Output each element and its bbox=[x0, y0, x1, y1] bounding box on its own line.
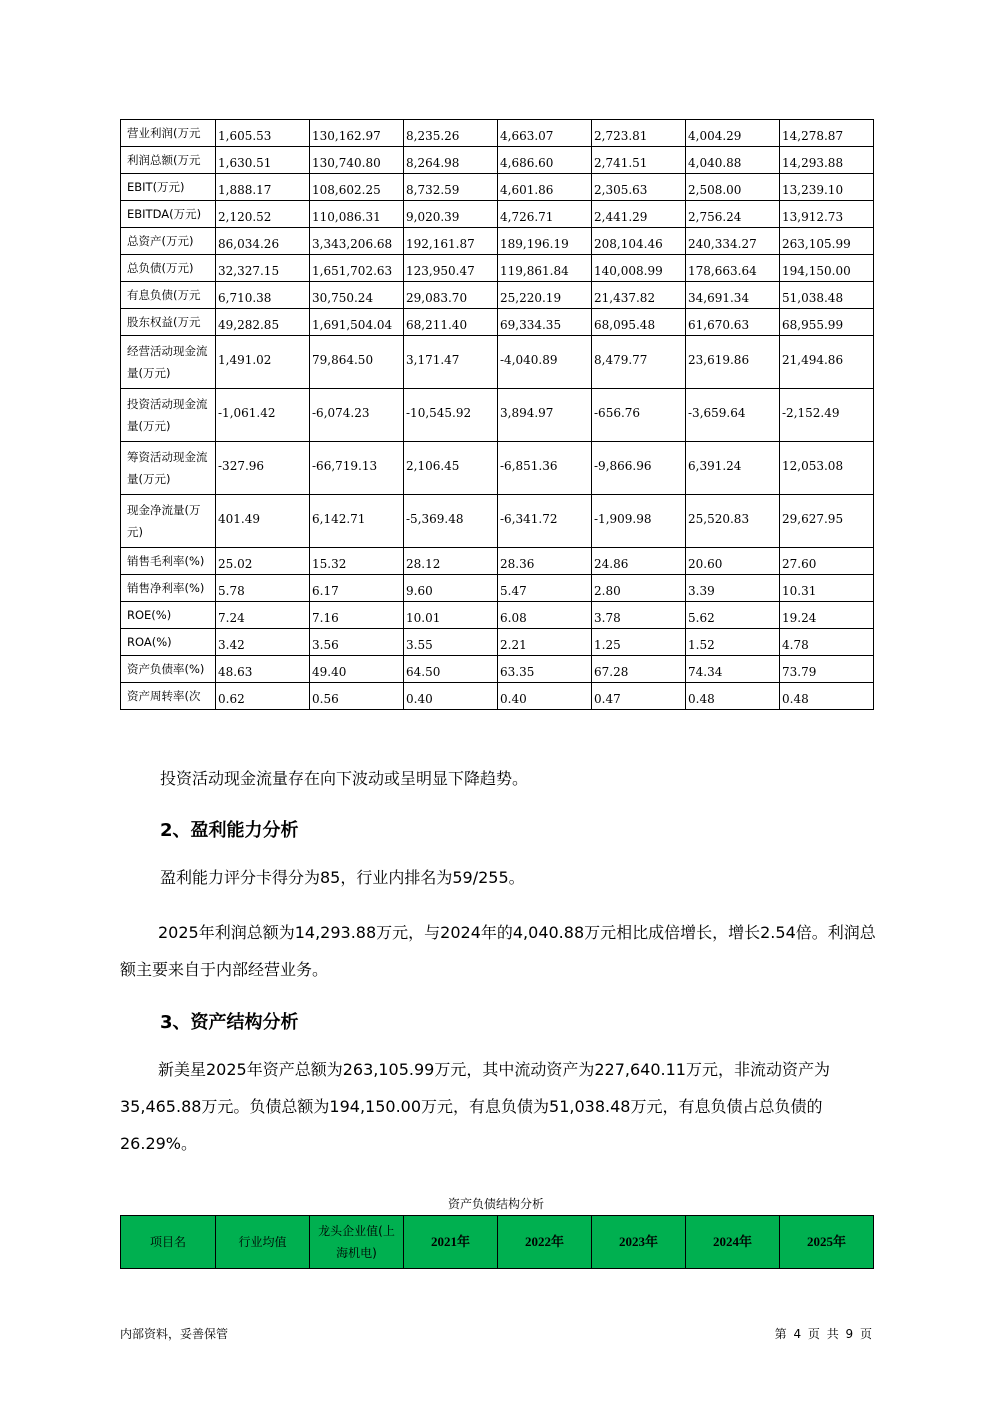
table-row bbox=[121, 683, 874, 710]
table-cell: 401.49 bbox=[216, 495, 310, 548]
table-cell: 67.28 bbox=[592, 656, 686, 683]
table-cell: 110,086.31 bbox=[310, 201, 404, 228]
table-cell: 189,196.19 bbox=[498, 228, 592, 255]
paragraph-profit-score: 盈利能力评分卡得分为85，行业内排名为59/255。 bbox=[160, 868, 525, 887]
row-label: 利润总额(万元 bbox=[121, 147, 216, 174]
paragraph-invest-trend: 投资活动现金流量存在向下波动或呈明显下降趋势。 bbox=[160, 769, 529, 788]
table-row bbox=[121, 120, 874, 147]
table-cell: 27.60 bbox=[780, 548, 874, 575]
table-cell: 28.36 bbox=[498, 548, 592, 575]
table-cell: 32,327.15 bbox=[216, 255, 310, 282]
table-cell: 20.60 bbox=[686, 548, 780, 575]
table-cell: 0.40 bbox=[498, 683, 592, 710]
table-cell: 48.63 bbox=[216, 656, 310, 683]
table-cell: 7.24 bbox=[216, 602, 310, 629]
table-cell: -9,866.96 bbox=[592, 442, 686, 495]
table-cell: 74.34 bbox=[686, 656, 780, 683]
table-cell: 194,150.00 bbox=[780, 255, 874, 282]
table-cell: 69,334.35 bbox=[498, 309, 592, 336]
table-cell: 23,619.86 bbox=[686, 336, 780, 389]
row-label: 经营活动现金流量(万元) bbox=[121, 336, 216, 389]
table-cell: 0.40 bbox=[404, 683, 498, 710]
table-cell: 9.60 bbox=[404, 575, 498, 602]
row-label: 营业利润(万元 bbox=[121, 120, 216, 147]
table-cell: 1,888.17 bbox=[216, 174, 310, 201]
table-cell: 2,756.24 bbox=[686, 201, 780, 228]
row-label: 总负债(万元) bbox=[121, 255, 216, 282]
table-cell: 178,663.64 bbox=[686, 255, 780, 282]
table-cell: 3.39 bbox=[686, 575, 780, 602]
table-cell: -1,061.42 bbox=[216, 389, 310, 442]
table-cell: 119,861.84 bbox=[498, 255, 592, 282]
table-cell: 192,161.87 bbox=[404, 228, 498, 255]
table-cell: 0.62 bbox=[216, 683, 310, 710]
table-row bbox=[121, 389, 874, 442]
header-item-name: 项目名 bbox=[121, 1216, 216, 1269]
table-cell: 2,508.00 bbox=[686, 174, 780, 201]
paragraph-asset-structure: 新美星2025年资产总额为263,105.99万元，其中流动资产为227,640.11万元，非流动资产为35,465.88万元。负债总额为194,150.00万元，有息负债为51,038.48万元，有息负债占总负债的26.29%。 bbox=[120, 1060, 830, 1153]
table-cell: 0.48 bbox=[780, 683, 874, 710]
table-cell: 29,627.95 bbox=[780, 495, 874, 548]
table-cell: 208,104.46 bbox=[592, 228, 686, 255]
table-cell: 14,293.88 bbox=[780, 147, 874, 174]
row-label: ROE(%) bbox=[121, 602, 216, 629]
row-label: 投资活动现金流量(万元) bbox=[121, 389, 216, 442]
table-row bbox=[121, 309, 874, 336]
table-cell: 4,601.86 bbox=[498, 174, 592, 201]
table-row bbox=[121, 495, 874, 548]
table-cell: 8,732.59 bbox=[404, 174, 498, 201]
row-label: ROA(%) bbox=[121, 629, 216, 656]
table-cell: -10,545.92 bbox=[404, 389, 498, 442]
table-cell: 3,894.97 bbox=[498, 389, 592, 442]
table-row bbox=[121, 548, 874, 575]
row-label: 有息负债(万元 bbox=[121, 282, 216, 309]
table-cell: 8,264.98 bbox=[404, 147, 498, 174]
table-cell: -656.76 bbox=[592, 389, 686, 442]
section-heading-profitability: 2、盈利能力分析 bbox=[160, 820, 299, 841]
table-cell: 2,741.51 bbox=[592, 147, 686, 174]
table-cell: 140,008.99 bbox=[592, 255, 686, 282]
table-cell: 8,479.77 bbox=[592, 336, 686, 389]
table-row bbox=[121, 255, 874, 282]
table-cell: 123,950.47 bbox=[404, 255, 498, 282]
row-label: EBITDA(万元) bbox=[121, 201, 216, 228]
table-cell: 6.17 bbox=[310, 575, 404, 602]
table-cell: 263,105.99 bbox=[780, 228, 874, 255]
table-cell: 12,053.08 bbox=[780, 442, 874, 495]
table-cell: 0.56 bbox=[310, 683, 404, 710]
table-cell: -2,152.49 bbox=[780, 389, 874, 442]
table-cell: 1,691,504.04 bbox=[310, 309, 404, 336]
table-row bbox=[121, 201, 874, 228]
table-cell: 1,605.53 bbox=[216, 120, 310, 147]
paragraph-profit-detail: 2025年利润总额为14,293.88万元，与2024年的4,040.88万元相比成倍增长，增长2.54倍。利润总额主要来自于内部经营业务。 bbox=[120, 923, 876, 979]
header-year-2022: 2022年 bbox=[498, 1216, 592, 1269]
table-cell: 8,235.26 bbox=[404, 120, 498, 147]
table-cell: 5.62 bbox=[686, 602, 780, 629]
header-year-2021: 2021年 bbox=[404, 1216, 498, 1269]
table-cell: -66,719.13 bbox=[310, 442, 404, 495]
table-cell: 1.25 bbox=[592, 629, 686, 656]
table-cell: 24.86 bbox=[592, 548, 686, 575]
table-cell: 0.47 bbox=[592, 683, 686, 710]
table-cell: 2.21 bbox=[498, 629, 592, 656]
table-cell: 10.01 bbox=[404, 602, 498, 629]
header-year-2023: 2023年 bbox=[592, 1216, 686, 1269]
table-cell: 68,955.99 bbox=[780, 309, 874, 336]
row-label: 总资产(万元) bbox=[121, 228, 216, 255]
table-cell: 9,020.39 bbox=[404, 201, 498, 228]
table-cell: 0.48 bbox=[686, 683, 780, 710]
table-cell: 1.52 bbox=[686, 629, 780, 656]
header-industry-average: 行业均值 bbox=[216, 1216, 310, 1269]
table-cell: -4,040.89 bbox=[498, 336, 592, 389]
table-cell: -1,909.98 bbox=[592, 495, 686, 548]
table-cell: 49,282.85 bbox=[216, 309, 310, 336]
table-cell: 79,864.50 bbox=[310, 336, 404, 389]
table-row bbox=[121, 575, 874, 602]
table-cell: 25.02 bbox=[216, 548, 310, 575]
table-cell: 2,441.29 bbox=[592, 201, 686, 228]
table-cell: 25,220.19 bbox=[498, 282, 592, 309]
header-year-2025: 2025年 bbox=[780, 1216, 874, 1269]
table-cell: 14,278.87 bbox=[780, 120, 874, 147]
row-label: 销售净利率(%) bbox=[121, 575, 216, 602]
table-cell: 6,710.38 bbox=[216, 282, 310, 309]
table-cell: 68,211.40 bbox=[404, 309, 498, 336]
table-cell: 10.31 bbox=[780, 575, 874, 602]
table-cell: 6.08 bbox=[498, 602, 592, 629]
table-cell: -6,851.36 bbox=[498, 442, 592, 495]
table-cell: 21,437.82 bbox=[592, 282, 686, 309]
table-cell: 13,239.10 bbox=[780, 174, 874, 201]
table-cell: 29,083.70 bbox=[404, 282, 498, 309]
row-label: 现金净流量(万元) bbox=[121, 495, 216, 548]
table-cell: 2,106.45 bbox=[404, 442, 498, 495]
table-cell: -5,369.48 bbox=[404, 495, 498, 548]
table-row bbox=[121, 602, 874, 629]
table-cell: 3.42 bbox=[216, 629, 310, 656]
table-row bbox=[121, 147, 874, 174]
table-cell: 51,038.48 bbox=[780, 282, 874, 309]
header-year-2024: 2024年 bbox=[686, 1216, 780, 1269]
table-cell: 1,630.51 bbox=[216, 147, 310, 174]
row-label: 筹资活动现金流量(万元) bbox=[121, 442, 216, 495]
table-cell: 4.78 bbox=[780, 629, 874, 656]
table-cell: 4,663.07 bbox=[498, 120, 592, 147]
row-label: 资产负债率(%) bbox=[121, 656, 216, 683]
table-row bbox=[121, 174, 874, 201]
table-cell: 21,494.86 bbox=[780, 336, 874, 389]
table-cell: 2,723.81 bbox=[592, 120, 686, 147]
table-row bbox=[121, 282, 874, 309]
table-cell: 13,912.73 bbox=[780, 201, 874, 228]
header-leader-value: 龙头企业值(上海机电) bbox=[310, 1216, 404, 1269]
table-cell: 3.78 bbox=[592, 602, 686, 629]
row-label: 股东权益(万元 bbox=[121, 309, 216, 336]
table-cell: 63.35 bbox=[498, 656, 592, 683]
row-label: 资产周转率(次 bbox=[121, 683, 216, 710]
table-cell: 7.16 bbox=[310, 602, 404, 629]
table-cell: 1,651,702.63 bbox=[310, 255, 404, 282]
table-caption: 资产负债结构分析 bbox=[447, 1197, 544, 1211]
table-cell: 25,520.83 bbox=[686, 495, 780, 548]
table-cell: 15.32 bbox=[310, 548, 404, 575]
footer-page-number: 第 4 页 共 9 页 bbox=[774, 1327, 872, 1341]
table-cell: 28.12 bbox=[404, 548, 498, 575]
row-label: 销售毛利率(%) bbox=[121, 548, 216, 575]
table-cell: 4,004.29 bbox=[686, 120, 780, 147]
table-cell: 34,691.34 bbox=[686, 282, 780, 309]
table-cell: 130,740.80 bbox=[310, 147, 404, 174]
table-cell: 108,602.25 bbox=[310, 174, 404, 201]
table-header-row bbox=[121, 1216, 874, 1269]
table-cell: 64.50 bbox=[404, 656, 498, 683]
table-cell: 6,142.71 bbox=[310, 495, 404, 548]
table-cell: -6,341.72 bbox=[498, 495, 592, 548]
table-cell: -6,074.23 bbox=[310, 389, 404, 442]
table-row bbox=[121, 336, 874, 389]
table-cell: 6,391.24 bbox=[686, 442, 780, 495]
footer-confidential-note: 内部资料，妥善保管 bbox=[120, 1327, 229, 1341]
table-cell: 2,305.63 bbox=[592, 174, 686, 201]
table-cell: 86,034.26 bbox=[216, 228, 310, 255]
table-cell: 4,686.60 bbox=[498, 147, 592, 174]
table-cell: 61,670.63 bbox=[686, 309, 780, 336]
table-cell: 73.79 bbox=[780, 656, 874, 683]
table-cell: 19.24 bbox=[780, 602, 874, 629]
table-cell: 3,343,206.68 bbox=[310, 228, 404, 255]
table-cell: 68,095.48 bbox=[592, 309, 686, 336]
table-cell: 2,120.52 bbox=[216, 201, 310, 228]
table-cell: -3,659.64 bbox=[686, 389, 780, 442]
table-row bbox=[121, 228, 874, 255]
table-cell: -327.96 bbox=[216, 442, 310, 495]
table-cell: 1,491.02 bbox=[216, 336, 310, 389]
table-cell: 4,726.71 bbox=[498, 201, 592, 228]
table-cell: 5.47 bbox=[498, 575, 592, 602]
table-cell: 4,040.88 bbox=[686, 147, 780, 174]
table-cell: 240,334.27 bbox=[686, 228, 780, 255]
table-cell: 2.80 bbox=[592, 575, 686, 602]
table-cell: 3.55 bbox=[404, 629, 498, 656]
table-cell: 130,162.97 bbox=[310, 120, 404, 147]
table-row bbox=[121, 629, 874, 656]
table-cell: 30,750.24 bbox=[310, 282, 404, 309]
table-cell: 3,171.47 bbox=[404, 336, 498, 389]
table-row bbox=[121, 442, 874, 495]
section-heading-asset-structure: 3、资产结构分析 bbox=[160, 1012, 299, 1033]
table-cell: 3.56 bbox=[310, 629, 404, 656]
row-label: EBIT(万元) bbox=[121, 174, 216, 201]
table-row bbox=[121, 656, 874, 683]
table-cell: 49.40 bbox=[310, 656, 404, 683]
table-cell: 5.78 bbox=[216, 575, 310, 602]
asset-liability-structure-table bbox=[120, 1215, 874, 1269]
financial-metrics-table bbox=[120, 119, 874, 710]
